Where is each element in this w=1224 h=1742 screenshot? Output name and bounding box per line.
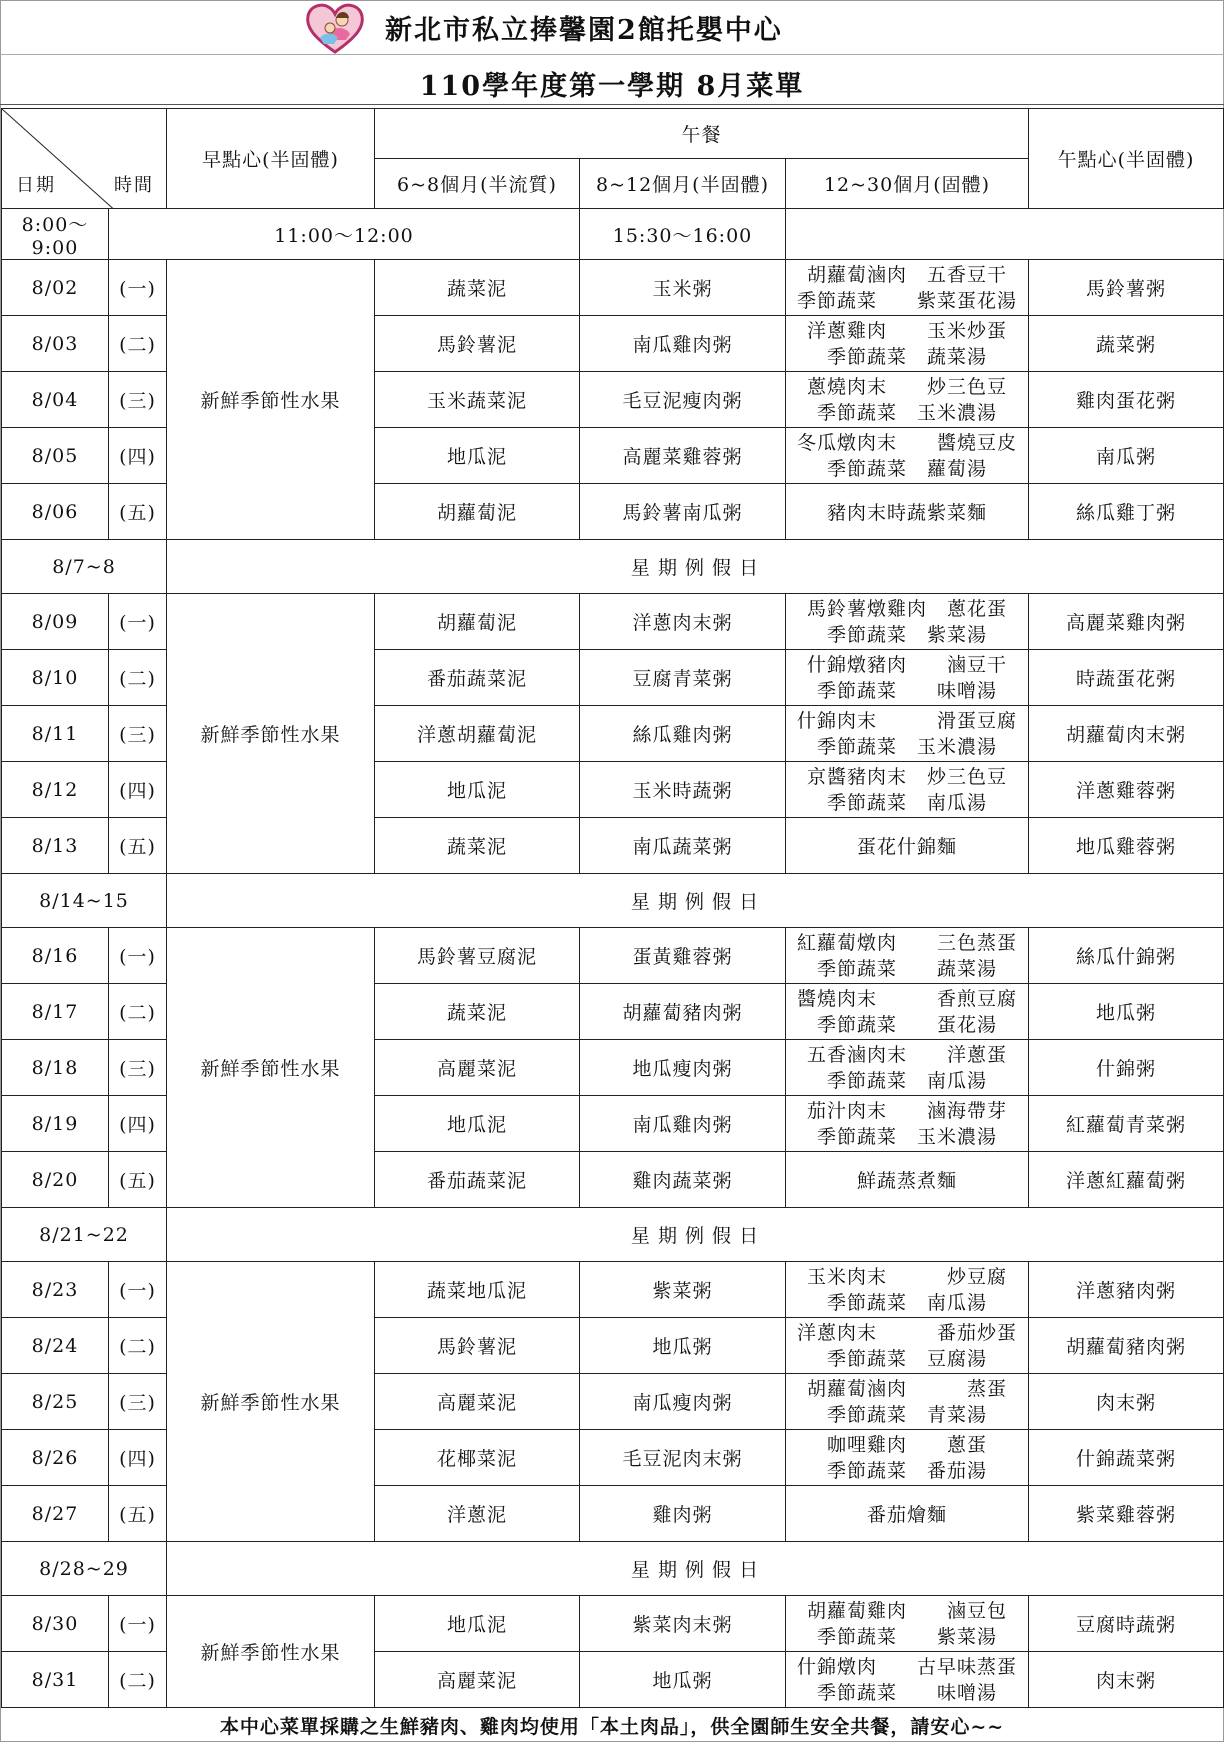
lunch-8-12-cell: 豆腐青菜粥 bbox=[580, 650, 786, 706]
weekday-cell: (四) bbox=[109, 762, 167, 818]
weekday-cell: (五) bbox=[109, 484, 167, 540]
date-cell: 8/05 bbox=[2, 428, 109, 484]
afternoon-snack-cell: 絲瓜什錦粥 bbox=[1029, 928, 1224, 984]
lunch-12-30-line-2: 季節蔬菜 南瓜湯 bbox=[826, 1069, 987, 1092]
header-divider bbox=[0, 104, 1224, 105]
holiday-label-cell: 星 期 例 假 日 bbox=[167, 540, 1224, 594]
holiday-row bbox=[2, 1542, 1224, 1596]
weekday-cell: (一) bbox=[109, 928, 167, 984]
weekday-cell: (二) bbox=[109, 650, 167, 706]
morning-time: 8:00～9:00 bbox=[2, 209, 109, 260]
lunch-12-30-line-1: 什錦肉末 滑蛋豆腐 bbox=[796, 709, 1017, 732]
lunch-12-30-line-2: 季節蔬菜 南瓜湯 bbox=[826, 791, 987, 814]
lunch-6-8-cell: 高麗菜泥 bbox=[375, 1652, 580, 1708]
date-cell: 8/19 bbox=[2, 1096, 109, 1152]
holiday-date-cell: 8/14~15 bbox=[2, 874, 167, 928]
lunch-6-8-cell: 馬鈴薯泥 bbox=[375, 316, 580, 372]
date-cell: 8/23 bbox=[2, 1262, 109, 1318]
weekday-cell: (四) bbox=[109, 1096, 167, 1152]
lunch-12-30-cell bbox=[786, 1318, 1029, 1374]
date-cell: 8/30 bbox=[2, 1596, 109, 1652]
lunch-12-30-cell bbox=[786, 1040, 1029, 1096]
date-time-corner-header bbox=[2, 109, 167, 209]
date-cell: 8/31 bbox=[2, 1652, 109, 1708]
lunch-12-30-line-2: 季節蔬菜 味噌湯 bbox=[816, 1681, 997, 1704]
lunch-12-30-cell bbox=[786, 372, 1029, 428]
date-cell: 8/06 bbox=[2, 484, 109, 540]
afternoon-snack-cell: 南瓜粥 bbox=[1029, 428, 1224, 484]
lunch-8-12-cell: 絲瓜雞肉粥 bbox=[580, 706, 786, 762]
lunch-12-30-line-1: 洋蔥肉末 番茄炒蛋 bbox=[796, 1321, 1017, 1344]
afternoon-snack-cell: 肉末粥 bbox=[1029, 1652, 1224, 1708]
footer-note: 本中心菜單採購之生鮮豬肉、雞肉均使用「本土肉品」，供全園師生安全共餐，請安心~~ bbox=[219, 1716, 1005, 1738]
weekday-cell: (一) bbox=[109, 1596, 167, 1652]
afternoon-snack-cell: 洋蔥豬肉粥 bbox=[1029, 1262, 1224, 1318]
weekday-cell: (五) bbox=[109, 1152, 167, 1208]
date-cell: 8/18 bbox=[2, 1040, 109, 1096]
lunch-12-30-cell bbox=[786, 1262, 1029, 1318]
lunch-8-12-cell: 玉米時蔬粥 bbox=[580, 762, 786, 818]
date-cell: 8/12 bbox=[2, 762, 109, 818]
afternoon-snack-cell: 紅蘿蔔青菜粥 bbox=[1029, 1096, 1224, 1152]
lunch-6-8-cell: 高麗菜泥 bbox=[375, 1040, 580, 1096]
holiday-label-cell: 星 期 例 假 日 bbox=[167, 874, 1224, 928]
table-row bbox=[2, 1596, 1224, 1652]
lunch-6-8-cell: 地瓜泥 bbox=[375, 1596, 580, 1652]
lunch-12-30-line-2: 季節蔬菜 玉米濃湯 bbox=[816, 735, 997, 758]
holiday-row bbox=[2, 1208, 1224, 1262]
date-column-label: 日期 bbox=[16, 175, 56, 196]
holiday-row bbox=[2, 540, 1224, 594]
weekday-cell: (四) bbox=[109, 428, 167, 484]
lunch-12-30-cell: 蛋花什錦麵 bbox=[786, 818, 1029, 874]
morning-fruit-cell: 新鮮季節性水果 bbox=[167, 1596, 375, 1708]
lunch-6-8-cell: 馬鈴薯泥 bbox=[375, 1318, 580, 1374]
weekday-cell: (一) bbox=[109, 1262, 167, 1318]
lunch-12-30-line-2: 季節蔬菜 蛋花湯 bbox=[816, 1013, 997, 1036]
lunch-12-30-line-2: 季節蔬菜 蔬菜湯 bbox=[816, 957, 997, 980]
lunch-6-8-cell: 馬鈴薯豆腐泥 bbox=[375, 928, 580, 984]
lunch-8-12-cell: 南瓜雞肉粥 bbox=[580, 1096, 786, 1152]
lunch-8-12-cell: 毛豆泥肉末粥 bbox=[580, 1430, 786, 1486]
lunch-8-12-cell: 高麗菜雞蓉粥 bbox=[580, 428, 786, 484]
lunch-8-12-cell: 雞肉蔬菜粥 bbox=[580, 1152, 786, 1208]
lunch-8-12-cell: 地瓜粥 bbox=[580, 1318, 786, 1374]
lunch-12-30-cell: 番茄燴麵 bbox=[786, 1486, 1029, 1542]
lunch-12-30-cell bbox=[786, 594, 1029, 650]
lunch-6-8-cell: 玉米蔬菜泥 bbox=[375, 372, 580, 428]
afternoon-snack-cell: 什錦粥 bbox=[1029, 1040, 1224, 1096]
afternoon-snack-cell: 高麗菜雞肉粥 bbox=[1029, 594, 1224, 650]
morning-snack-header: 早點心(半固體) bbox=[167, 109, 375, 209]
afternoon-snack-cell: 地瓜粥 bbox=[1029, 984, 1224, 1040]
lunch-6-8-cell: 地瓜泥 bbox=[375, 762, 580, 818]
lunch-12-30-line-1: 紅蘿蔔燉肉 三色蒸蛋 bbox=[796, 931, 1017, 954]
lunch-12-30-line-1: 什錦燉豬肉 滷豆干 bbox=[806, 653, 1007, 676]
date-cell: 8/17 bbox=[2, 984, 109, 1040]
date-cell: 8/27 bbox=[2, 1486, 109, 1542]
afternoon-snack-header: 午點心(半固體) bbox=[1029, 109, 1224, 209]
date-cell: 8/16 bbox=[2, 928, 109, 984]
lunch-12-30-line-2: 季節蔬菜 紫菜湯 bbox=[816, 1625, 997, 1648]
holiday-label-cell: 星 期 例 假 日 bbox=[167, 1542, 1224, 1596]
lunch-12-30-cell bbox=[786, 928, 1029, 984]
lunch-8-12-cell: 毛豆泥瘦肉粥 bbox=[580, 372, 786, 428]
table-row bbox=[2, 594, 1224, 650]
afternoon-snack-cell: 洋蔥雞蓉粥 bbox=[1029, 762, 1224, 818]
afternoon-snack-cell: 豆腐時蔬粥 bbox=[1029, 1596, 1224, 1652]
lunch-6-8-cell: 蔬菜泥 bbox=[375, 984, 580, 1040]
lunch-8-12-cell: 南瓜雞肉粥 bbox=[580, 316, 786, 372]
date-cell: 8/24 bbox=[2, 1318, 109, 1374]
lunch-12-30-cell bbox=[786, 316, 1029, 372]
term-title: 110學年度第一學期 8月菜單 bbox=[419, 71, 805, 102]
morning-fruit-cell: 新鮮季節性水果 bbox=[167, 928, 375, 1208]
holiday-date-cell: 8/28~29 bbox=[2, 1542, 167, 1596]
lunch-12-30-line-1: 胡蘿蔔滷肉 蒸蛋 bbox=[806, 1377, 1007, 1400]
lunch-12-30-line-1: 胡蘿蔔滷肉 五香豆干 bbox=[806, 263, 1007, 286]
afternoon-snack-cell: 洋蔥紅蘿蔔粥 bbox=[1029, 1152, 1224, 1208]
lunch-8-12-cell: 南瓜瘦肉粥 bbox=[580, 1374, 786, 1430]
date-cell: 8/03 bbox=[2, 316, 109, 372]
lunch-12-30-line-1: 什錦燉肉 古早味蒸蛋 bbox=[796, 1655, 1017, 1678]
weekday-cell: (四) bbox=[109, 1430, 167, 1486]
lunch-12-30-cell bbox=[786, 1374, 1029, 1430]
afternoon-snack-cell: 雞肉蛋花粥 bbox=[1029, 372, 1224, 428]
menu-table bbox=[1, 108, 1224, 1708]
lunch-6-8-cell: 高麗菜泥 bbox=[375, 1374, 580, 1430]
lunch-8-12-cell: 胡蘿蔔豬肉粥 bbox=[580, 984, 786, 1040]
afternoon-snack-cell: 時蔬蛋花粥 bbox=[1029, 650, 1224, 706]
date-cell: 8/25 bbox=[2, 1374, 109, 1430]
lunch-12-30-line-2: 季節蔬菜 豆腐湯 bbox=[826, 1347, 987, 1370]
lunch-8-12-months-header: 8~12個月(半固體) bbox=[580, 159, 786, 209]
lunch-6-8-cell: 蔬菜泥 bbox=[375, 818, 580, 874]
date-cell: 8/04 bbox=[2, 372, 109, 428]
lunch-12-30-line-1: 玉米肉末 炒豆腐 bbox=[806, 1265, 1007, 1288]
lunch-12-30-line-2: 季節蔬菜 玉米濃湯 bbox=[816, 401, 997, 424]
lunch-6-8-cell: 番茄蔬菜泥 bbox=[375, 650, 580, 706]
lunch-6-8-cell: 洋蔥胡蘿蔔泥 bbox=[375, 706, 580, 762]
lunch-12-30-cell bbox=[786, 1430, 1029, 1486]
lunch-12-30-cell bbox=[786, 428, 1029, 484]
lunch-12-30-line-1: 蔥燒肉末 炒三色豆 bbox=[806, 375, 1007, 398]
center-name: 新北市私立捧馨園2館托嬰中心 bbox=[385, 15, 783, 46]
lunch-12-30-line-2: 季節蔬菜 番茄湯 bbox=[826, 1459, 987, 1482]
lunch-12-30-line-2: 季節蔬菜 蔬菜湯 bbox=[826, 345, 987, 368]
lunch-12-30-cell bbox=[786, 650, 1029, 706]
lunch-12-30-cell: 豬肉末時蔬紫菜麵 bbox=[786, 484, 1029, 540]
lunch-8-12-cell: 南瓜蔬菜粥 bbox=[580, 818, 786, 874]
holiday-row bbox=[2, 874, 1224, 928]
lunch-12-30-line-1: 胡蘿蔔雞肉 滷豆包 bbox=[806, 1599, 1007, 1622]
table-row bbox=[2, 1262, 1224, 1318]
lunch-6-8-months-header: 6~8個月(半流質) bbox=[375, 159, 580, 209]
lunch-6-8-cell: 番茄蔬菜泥 bbox=[375, 1152, 580, 1208]
date-cell: 8/13 bbox=[2, 818, 109, 874]
holiday-date-cell: 8/21~22 bbox=[2, 1208, 167, 1262]
weekday-cell: (二) bbox=[109, 1652, 167, 1708]
lunch-12-30-cell bbox=[786, 260, 1029, 316]
heart-logo-icon bbox=[302, 0, 368, 56]
weekday-cell: (三) bbox=[109, 706, 167, 762]
lunch-12-30-cell bbox=[786, 1096, 1029, 1152]
date-cell: 8/26 bbox=[2, 1430, 109, 1486]
lunch-6-8-cell: 地瓜泥 bbox=[375, 428, 580, 484]
morning-fruit-cell: 新鮮季節性水果 bbox=[167, 594, 375, 874]
lunch-8-12-cell: 馬鈴薯南瓜粥 bbox=[580, 484, 786, 540]
weekday-cell: (三) bbox=[109, 372, 167, 428]
table-row bbox=[2, 260, 1224, 316]
lunch-12-30-line-2: 季節蔬菜 味噌湯 bbox=[816, 679, 997, 702]
weekday-cell: (三) bbox=[109, 1374, 167, 1430]
weekday-cell: (二) bbox=[109, 316, 167, 372]
lunch-12-30-cell bbox=[786, 1596, 1029, 1652]
lunch-8-12-cell: 地瓜粥 bbox=[580, 1652, 786, 1708]
date-cell: 8/20 bbox=[2, 1152, 109, 1208]
lunch-8-12-cell: 地瓜瘦肉粥 bbox=[580, 1040, 786, 1096]
date-cell: 8/11 bbox=[2, 706, 109, 762]
lunch-8-12-cell: 紫菜肉末粥 bbox=[580, 1596, 786, 1652]
lunch-8-12-cell: 雞肉粥 bbox=[580, 1486, 786, 1542]
afternoon-snack-cell: 胡蘿蔔豬肉粥 bbox=[1029, 1318, 1224, 1374]
date-cell: 8/09 bbox=[2, 594, 109, 650]
lunch-12-30-cell: 鮮蔬蒸煮麵 bbox=[786, 1152, 1029, 1208]
weekday-cell: (二) bbox=[109, 1318, 167, 1374]
lunch-12-30-cell bbox=[786, 706, 1029, 762]
lunch-6-8-cell: 蔬菜泥 bbox=[375, 260, 580, 316]
lunch-6-8-cell: 胡蘿蔔泥 bbox=[375, 484, 580, 540]
title-divider bbox=[0, 54, 1224, 55]
date-cell: 8/02 bbox=[2, 260, 109, 316]
holiday-date-cell: 8/7~8 bbox=[2, 540, 167, 594]
lunch-12-30-cell bbox=[786, 984, 1029, 1040]
holiday-label-cell: 星 期 例 假 日 bbox=[167, 1208, 1224, 1262]
afternoon-snack-cell: 肉末粥 bbox=[1029, 1374, 1224, 1430]
weekday-cell: (一) bbox=[109, 260, 167, 316]
lunch-12-30-line-1: 醬燒肉末 香煎豆腐 bbox=[796, 987, 1017, 1010]
lunch-12-30-line-2: 季節蔬菜 紫菜湯 bbox=[826, 623, 987, 646]
table-row bbox=[2, 928, 1224, 984]
lunch-8-12-cell: 紫菜粥 bbox=[580, 1262, 786, 1318]
weekday-cell: (五) bbox=[109, 1486, 167, 1542]
time-column-label: 時間 bbox=[114, 175, 154, 196]
title-area bbox=[0, 0, 1224, 105]
afternoon-time: 15:30～16:00 bbox=[580, 209, 786, 260]
afternoon-snack-cell: 紫菜雞蓉粥 bbox=[1029, 1486, 1224, 1542]
afternoon-snack-cell: 胡蘿蔔肉末粥 bbox=[1029, 706, 1224, 762]
lunch-header: 午餐 bbox=[375, 109, 1029, 159]
morning-fruit-cell: 新鮮季節性水果 bbox=[167, 1262, 375, 1542]
lunch-12-30-line-2: 季節蔬菜 紫菜蛋花湯 bbox=[796, 289, 1017, 312]
lunch-12-30-cell bbox=[786, 1652, 1029, 1708]
lunch-6-8-cell: 洋蔥泥 bbox=[375, 1486, 580, 1542]
lunch-12-30-line-2: 季節蔬菜 蘿蔔湯 bbox=[826, 457, 987, 480]
lunch-6-8-cell: 蔬菜地瓜泥 bbox=[375, 1262, 580, 1318]
lunch-12-30-line-1: 茄汁肉末 滷海帶芽 bbox=[806, 1099, 1007, 1122]
lunch-8-12-cell: 洋蔥肉末粥 bbox=[580, 594, 786, 650]
morning-fruit-cell: 新鮮季節性水果 bbox=[167, 260, 375, 540]
lunch-12-30-cell bbox=[786, 762, 1029, 818]
lunch-8-12-cell: 玉米粥 bbox=[580, 260, 786, 316]
weekday-cell: (一) bbox=[109, 594, 167, 650]
lunch-12-30-line-1: 京醬豬肉末 炒三色豆 bbox=[806, 765, 1007, 788]
lunch-12-30-line-2: 季節蔬菜 玉米濃湯 bbox=[816, 1125, 997, 1148]
lunch-6-8-cell: 胡蘿蔔泥 bbox=[375, 594, 580, 650]
lunch-12-30-line-1: 咖哩雞肉 蔥蛋 bbox=[826, 1433, 987, 1456]
lunch-time: 11:00～12:00 bbox=[109, 209, 580, 260]
lunch-12-30-line-1: 洋蔥雞肉 玉米炒蛋 bbox=[806, 319, 1007, 342]
afternoon-snack-cell: 馬鈴薯粥 bbox=[1029, 260, 1224, 316]
weekday-cell: (五) bbox=[109, 818, 167, 874]
lunch-12-30-line-2: 季節蔬菜 南瓜湯 bbox=[826, 1291, 987, 1314]
afternoon-snack-cell: 絲瓜雞丁粥 bbox=[1029, 484, 1224, 540]
lunch-6-8-cell: 花椰菜泥 bbox=[375, 1430, 580, 1486]
lunch-12-30-line-2: 季節蔬菜 青菜湯 bbox=[826, 1403, 987, 1426]
weekday-cell: (二) bbox=[109, 984, 167, 1040]
lunch-8-12-cell: 蛋黃雞蓉粥 bbox=[580, 928, 786, 984]
lunch-6-8-cell: 地瓜泥 bbox=[375, 1096, 580, 1152]
date-cell: 8/10 bbox=[2, 650, 109, 706]
afternoon-snack-cell: 蔬菜粥 bbox=[1029, 316, 1224, 372]
lunch-12-30-line-1: 冬瓜燉肉末 醬燒豆皮 bbox=[796, 431, 1017, 454]
lunch-12-30-line-1: 馬鈴薯燉雞肉 蔥花蛋 bbox=[806, 597, 1007, 620]
afternoon-snack-cell: 地瓜雞蓉粥 bbox=[1029, 818, 1224, 874]
afternoon-snack-cell: 什錦蔬菜粥 bbox=[1029, 1430, 1224, 1486]
lunch-12-30-line-1: 五香滷肉末 洋蔥蛋 bbox=[806, 1043, 1007, 1066]
weekday-cell: (三) bbox=[109, 1040, 167, 1096]
lunch-12-30-months-header: 12~30個月(固體) bbox=[786, 159, 1029, 209]
